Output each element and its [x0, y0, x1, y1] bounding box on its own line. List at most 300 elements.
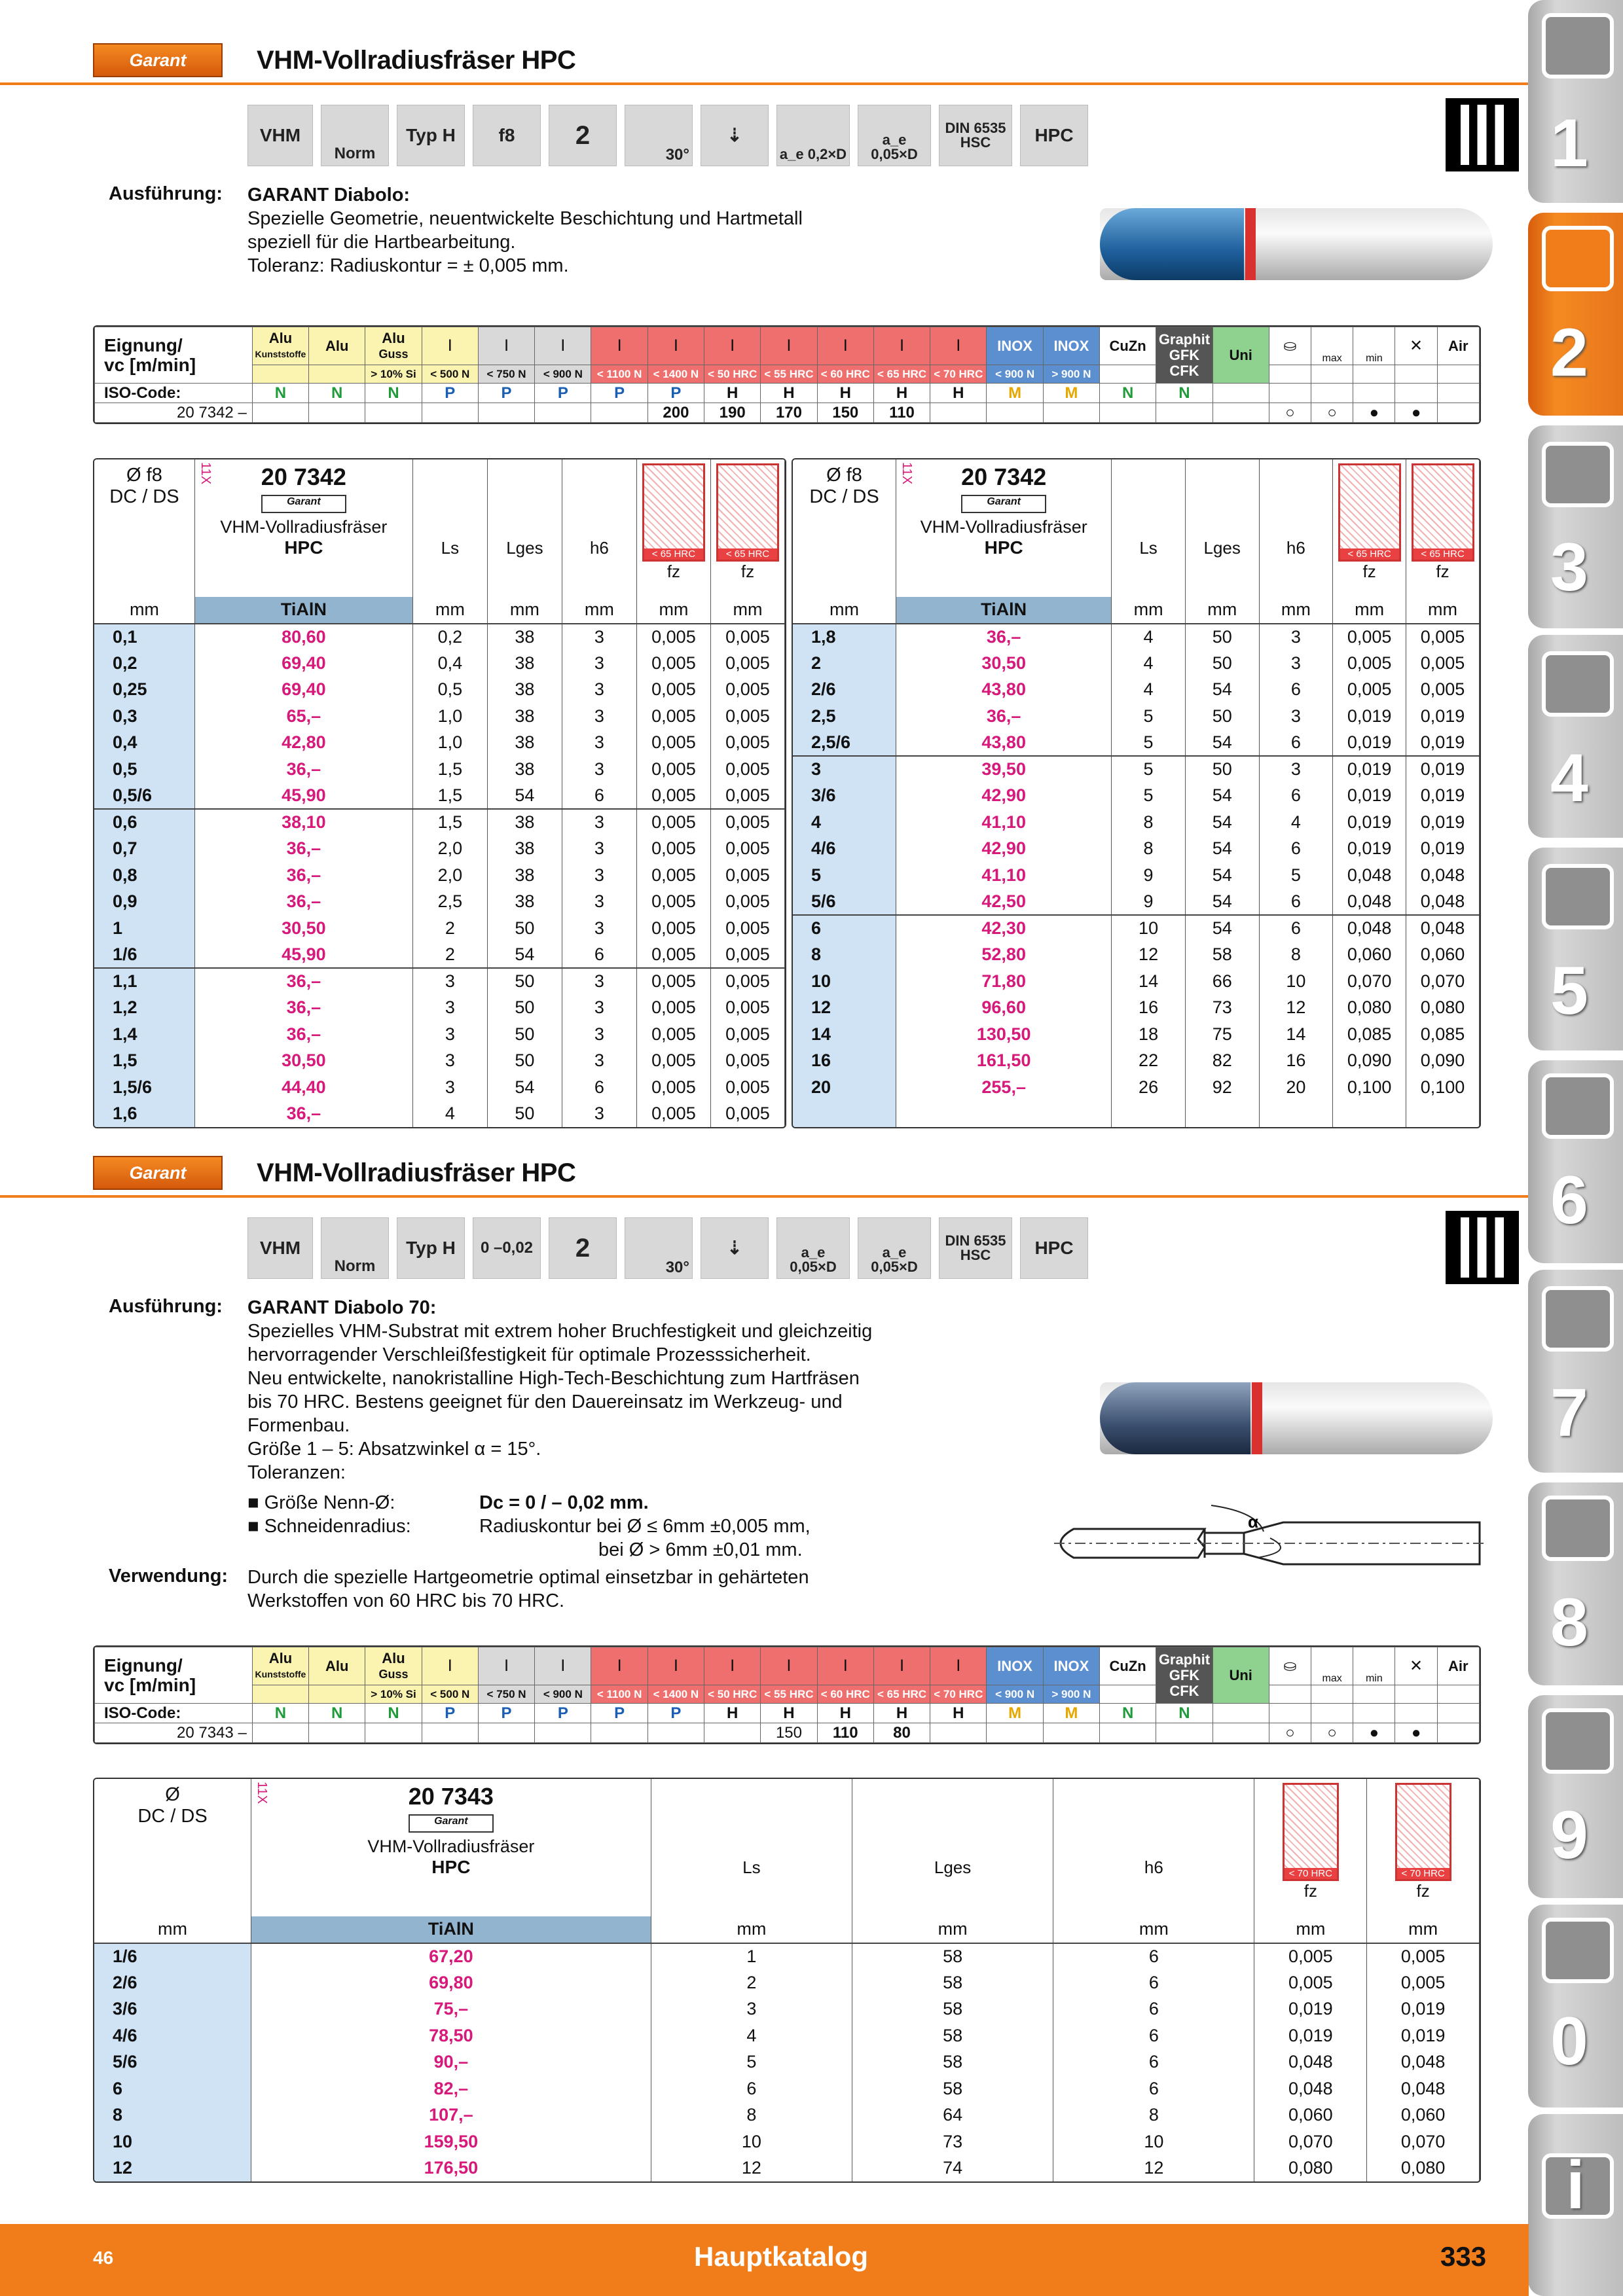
h-hpc: HPC: [284, 537, 323, 558]
fz-cell: [1333, 1101, 1406, 1128]
fz-cell: 0,005: [636, 730, 710, 757]
fz-cell: 0,005: [710, 995, 784, 1022]
fz-cell: 0,005: [636, 889, 710, 916]
table-row: [793, 1101, 1480, 1128]
dia-cell: 2,5: [793, 703, 896, 730]
iso-code: N: [365, 1704, 422, 1723]
price-cell: 43,80: [896, 730, 1112, 757]
h6-cell: 6: [1259, 783, 1333, 810]
suit-dot: ○: [1269, 1723, 1311, 1743]
ausf-line: GARANT Diabolo:: [247, 185, 410, 206]
ausf-line: Toleranz: Radiuskontur = ± 0,005 mm.: [247, 255, 569, 276]
logo-text: Garant: [129, 1162, 187, 1183]
steel-icon: Ⅰ: [873, 1647, 930, 1685]
iso-code: P: [591, 384, 647, 403]
coolant-max: max: [1311, 327, 1353, 365]
price-cell: 36,–: [194, 1021, 412, 1048]
h6-cell: 6: [1259, 836, 1333, 863]
ls-cell: 3: [651, 1996, 852, 2023]
ls-cell: 2,5: [412, 889, 487, 916]
fz-cell: 0,048: [1254, 2075, 1367, 2102]
price-cell: [896, 1101, 1112, 1128]
hrc-label: < 65 HRC: [1340, 548, 1399, 560]
ae-02-icon: a_e 0,2×D: [776, 105, 850, 166]
ausfuehrung-label: Ausführung:: [109, 183, 223, 204]
fz-cell: 0,019: [1406, 756, 1480, 783]
table-row: [793, 1048, 1480, 1075]
flutes-icon: 2: [549, 1217, 617, 1279]
lges-cell: 38: [487, 836, 562, 863]
cond: < 500 N: [422, 1685, 478, 1704]
suit-dot: ○: [1269, 403, 1311, 423]
mat-name: Graphit: [1158, 331, 1211, 348]
lges-cell: 58: [852, 1943, 1053, 1970]
iso-code: H: [930, 384, 987, 403]
ls-cell: 12: [651, 2155, 852, 2182]
safety-glasses-icon: [1542, 1918, 1614, 1983]
ls-cell: 2,0: [412, 862, 487, 889]
mat-cuzn: CuZn: [1100, 327, 1156, 365]
h6-cell: 6: [1053, 2049, 1254, 2076]
h-article: [194, 459, 412, 597]
cond: < 900 N: [535, 1685, 591, 1704]
ls-cell: 1,5: [412, 809, 487, 836]
mini-logo: Garant: [409, 1814, 494, 1833]
iso-code: N: [309, 384, 365, 403]
h-h6-text: h6: [1286, 538, 1305, 558]
mat-name: Graphit: [1158, 1651, 1211, 1668]
fz-cell: 0,070: [1406, 968, 1480, 995]
iso-code: H: [930, 1704, 987, 1723]
price-cell: 45,90: [194, 783, 412, 810]
cond: < 65 HRC: [873, 365, 930, 384]
helix-angle-icon: 30°: [625, 1217, 693, 1279]
h-lges: [487, 459, 562, 597]
fz-cell: 0,005: [710, 624, 784, 651]
price-cell: 36,–: [896, 624, 1112, 651]
h-fz2: [710, 459, 784, 597]
h6-cell: 16: [1259, 1048, 1333, 1075]
h6-cell: 8: [1259, 942, 1333, 969]
price-cell: 96,60: [896, 995, 1112, 1022]
lges-cell: 82: [1185, 1048, 1259, 1075]
iso-code: M: [987, 384, 1043, 403]
h6-cell: 3: [562, 968, 636, 995]
table-row: [94, 995, 785, 1022]
unit-mm: mm: [1254, 1916, 1367, 1943]
tool-drawing: [1048, 1492, 1493, 1584]
h6-cell: 3: [562, 995, 636, 1022]
h-h6: [1259, 459, 1333, 597]
h6-cell: 3: [562, 650, 636, 677]
fz-cell: 0,019: [1406, 809, 1480, 836]
tool-image: [1100, 208, 1493, 280]
fz-cell: 0,005: [636, 783, 710, 810]
tab-num: 0: [1550, 2003, 1588, 2079]
cond: > 900 N: [1043, 1685, 1099, 1704]
ausf-line: Größe 1 – 5: Absatzwinkel α = 15°.: [247, 1439, 541, 1460]
price-cell: 44,40: [194, 1074, 412, 1101]
steel-icon: Ⅰ: [817, 1647, 873, 1685]
iso-code: N: [1100, 1704, 1156, 1723]
h-lges: [852, 1779, 1053, 1916]
h-dia-text: Ø f8: [826, 465, 862, 486]
unit-mm: mm: [710, 597, 784, 624]
h-dia-text: Ø: [165, 1784, 180, 1805]
cond: < 70 HRC: [930, 1685, 987, 1704]
verwendung-text: [247, 1566, 1033, 1613]
tool-ring: [1245, 208, 1256, 280]
coolant-icon: ⛀: [1269, 1647, 1311, 1685]
fz-cell: 0,048: [1406, 862, 1480, 889]
ls-cell: 3: [412, 995, 487, 1022]
dia-cell: 1,1: [94, 968, 194, 995]
table-row: [793, 730, 1480, 757]
price-cell: 65,–: [194, 703, 412, 730]
lges-cell: 58: [852, 2075, 1053, 2102]
dia-cell: 1,4: [94, 1021, 194, 1048]
mat-alu: Alu: [309, 327, 365, 365]
ls-cell: 4: [1112, 624, 1186, 651]
lges-cell: 54: [1185, 783, 1259, 810]
h6-cell: 10: [1053, 2128, 1254, 2155]
dia-cell: 1,8: [793, 624, 896, 651]
h6-cell: [1259, 1101, 1333, 1128]
coolant-air: Air: [1437, 1647, 1479, 1685]
table-row: [793, 677, 1480, 704]
iso-code: N: [365, 384, 422, 403]
unit-mm: mm: [412, 597, 487, 624]
h6-cell: 3: [562, 1021, 636, 1048]
fz-cell: 0,005: [636, 624, 710, 651]
table-row: [793, 756, 1480, 783]
lges-cell: 38: [487, 756, 562, 783]
fz-cell: 0,019: [1406, 783, 1480, 810]
ausfuehrung-text: [247, 1296, 1099, 1484]
table-row: [793, 889, 1480, 916]
fz-cell: 0,005: [710, 1101, 784, 1128]
h-dia: [94, 1779, 251, 1916]
iso-code: H: [704, 384, 761, 403]
vhm-icon: VHM: [247, 1217, 313, 1279]
h-11x: 11X: [900, 462, 915, 485]
lges-cell: 73: [1185, 995, 1259, 1022]
dia-cell: 5/6: [94, 2049, 251, 2076]
fz-cell: 0,090: [1333, 1048, 1406, 1075]
price-cell: 159,50: [251, 2128, 651, 2155]
ls-cell: 8: [1112, 836, 1186, 863]
lges-cell: 92: [1185, 1074, 1259, 1101]
logo-text: Garant: [129, 50, 187, 70]
price-cell: 38,10: [194, 809, 412, 836]
lges-cell: 54: [1185, 730, 1259, 757]
cond: < 1100 N: [591, 1685, 647, 1704]
cond: > 10% Si: [365, 1685, 422, 1704]
fz-cell: 0,005: [1333, 624, 1406, 651]
dia-cell: 3/6: [94, 1996, 251, 2023]
tol1-value: Dc = 0 / – 0,02 mm.: [479, 1492, 649, 1513]
table-row: [793, 968, 1480, 995]
fz-cell: 0,048: [1406, 889, 1480, 916]
h6-cell: 20: [1259, 1074, 1333, 1101]
fz-cell: 0,005: [636, 650, 710, 677]
h6-cell: 4: [1259, 809, 1333, 836]
h6-cell: 3: [1259, 624, 1333, 651]
mat-name: Alu: [268, 1649, 293, 1666]
dia-cell: 4/6: [94, 2022, 251, 2049]
ls-cell: 16: [1112, 995, 1186, 1022]
ls-cell: 2: [412, 942, 487, 969]
table-row: [94, 703, 785, 730]
fz-cell: 0,048: [1367, 2049, 1480, 2076]
cond: < 900 N: [535, 365, 591, 384]
table-row: [94, 650, 785, 677]
suit-dot: ●: [1395, 1723, 1437, 1743]
h6-cell: 10: [1259, 968, 1333, 995]
h-lges: [1185, 459, 1259, 597]
fz-cell: 0,100: [1333, 1074, 1406, 1101]
tool-ring: [1252, 1382, 1262, 1454]
fz-cell: 0,005: [636, 1101, 710, 1128]
tab-num: 3: [1550, 529, 1588, 605]
center-cutting-icon: ⇣: [701, 105, 769, 166]
mat-sub: Guss: [378, 347, 409, 361]
hrc-label: < 70 HRC: [1285, 1868, 1337, 1879]
mat-sub: GFK: [1169, 1666, 1200, 1683]
price-cell: 36,–: [896, 703, 1112, 730]
fz-cell: 0,005: [636, 915, 710, 942]
lges-cell: 66: [1185, 968, 1259, 995]
fz-cell: 0,048: [1406, 915, 1480, 942]
price-cell: 130,50: [896, 1021, 1112, 1048]
unit-mm: mm: [94, 597, 194, 624]
dia-cell: [793, 1101, 896, 1128]
tab-num: 6: [1550, 1162, 1588, 1238]
cond: [309, 365, 365, 384]
vc-value: 170: [761, 403, 817, 423]
dia-cell: 14: [793, 1021, 896, 1048]
dia-cell: 2/6: [94, 1969, 251, 1996]
h-ls: [651, 1779, 852, 1916]
iso-code: M: [1043, 1704, 1099, 1723]
steel-icon: Ⅰ: [873, 327, 930, 365]
fz-cell: 0,019: [1254, 2022, 1367, 2049]
cond: [252, 365, 308, 384]
coolant-icon: ⛀: [1269, 327, 1311, 365]
h6-cell: 6: [562, 942, 636, 969]
steel-icon: Ⅰ: [422, 1647, 478, 1685]
vc-value: 80: [873, 1723, 930, 1743]
table-row: [94, 1996, 1480, 2023]
steel-icon: Ⅰ: [647, 1647, 704, 1685]
ls-cell: 5: [1112, 703, 1186, 730]
tools-icon: [1542, 1496, 1614, 1561]
vc-value: 110: [873, 403, 930, 423]
table-row: [94, 624, 785, 651]
cond: < 50 HRC: [704, 365, 761, 384]
h-ls-text: Ls: [441, 538, 460, 558]
price-cell: 30,50: [194, 915, 412, 942]
dia-cell: 0,9: [94, 889, 194, 916]
ls-cell: 2: [412, 915, 487, 942]
price-cell: 39,50: [896, 756, 1112, 783]
ls-cell: 22: [1112, 1048, 1186, 1075]
fz-cell: 0,019: [1367, 1996, 1480, 2023]
h-h6: [562, 459, 636, 597]
h-fz-text: fz: [740, 562, 755, 581]
price-cell: 69,40: [194, 677, 412, 704]
table-row: [94, 2102, 1480, 2129]
unit-mm: mm: [1185, 597, 1259, 624]
ausfuehrung-label: Ausführung:: [109, 1296, 223, 1317]
mat-name: Alu: [382, 1649, 405, 1666]
steel-icon: Ⅰ: [930, 1647, 987, 1685]
h6-cell: 6: [1053, 1996, 1254, 2023]
lges-cell: 38: [487, 703, 562, 730]
h-art-no: 20 7342: [261, 463, 346, 490]
footer-left: 46: [93, 2248, 114, 2268]
ausf-line: speziell für die Hartbearbeitung.: [247, 232, 516, 253]
fz-cell: 0,019: [1333, 730, 1406, 757]
fz-cell: 0,005: [636, 703, 710, 730]
table-row: [793, 650, 1480, 677]
lges-cell: 58: [852, 2022, 1053, 2049]
ausf-line: hervorragender Verschleißfestigkeit für optimale Prozesssicherheit.: [247, 1344, 811, 1365]
dia-cell: 0,5/6: [94, 783, 194, 810]
dia-cell: 0,6: [94, 809, 194, 836]
iso-code: P: [535, 1704, 591, 1723]
cond: > 900 N: [1043, 365, 1099, 384]
iso-code: P: [647, 1704, 704, 1723]
hpc-icon: HPC: [1020, 105, 1088, 166]
dia-cell: 12: [94, 2155, 251, 2182]
fz-cell: 0,005: [636, 942, 710, 969]
price-cell: 41,10: [896, 862, 1112, 889]
mat-graphit: [1156, 1647, 1213, 1704]
table-row: [793, 703, 1480, 730]
table-row: [94, 889, 785, 916]
h6-cell: 3: [562, 836, 636, 863]
lges-cell: 50: [487, 1048, 562, 1075]
fz-cell: 0,005: [1333, 677, 1406, 704]
cond: < 750 N: [478, 365, 534, 384]
dia-cell: 0,4: [94, 730, 194, 757]
steel-icon: Ⅰ: [704, 1647, 761, 1685]
cond: < 1400 N: [647, 1685, 704, 1704]
price-cell: 71,80: [896, 968, 1112, 995]
din-hsc-icon: DIN 6535 HSC: [939, 1217, 1012, 1279]
mat-graphit: [1156, 327, 1213, 384]
fz-cell: 0,005: [710, 650, 784, 677]
h-fz1: [636, 459, 710, 597]
cabinet-icon: [1542, 1708, 1614, 1774]
table-row: [94, 2128, 1480, 2155]
iso-label: ISO-Code:: [95, 1704, 253, 1723]
garant-logo: [93, 43, 223, 77]
tool-head: [1100, 1382, 1250, 1454]
table-row: [793, 862, 1480, 889]
lges-cell: 38: [487, 677, 562, 704]
price-cell: 67,20: [251, 1943, 651, 1970]
price-cell: 43,80: [896, 677, 1112, 704]
lges-cell: 58: [1185, 942, 1259, 969]
h-11x: 11X: [254, 1782, 269, 1804]
fz-cell: 0,048: [1333, 915, 1406, 942]
fz-cell: 0,070: [1333, 968, 1406, 995]
dia-cell: 5: [793, 862, 896, 889]
ls-cell: 2,0: [412, 836, 487, 863]
table-row: [94, 1969, 1480, 1996]
mat-alu: Alu: [309, 1647, 365, 1685]
lges-cell: 58: [852, 1996, 1053, 2023]
iso-label: ISO-Code:: [95, 384, 253, 403]
h6-cell: 3: [562, 1048, 636, 1075]
fz-cell: 0,060: [1367, 2102, 1480, 2129]
suitability-table: [93, 325, 1481, 424]
dia-cell: 6: [94, 2075, 251, 2102]
ls-cell: 4: [1112, 650, 1186, 677]
price-cell: 82,–: [251, 2075, 651, 2102]
unit-mm: mm: [793, 597, 896, 624]
fz-cell: 0,019: [1333, 703, 1406, 730]
unit-tiain: TiAlN: [194, 597, 412, 624]
iso-code: H: [761, 384, 817, 403]
dia-cell: 1/6: [94, 942, 194, 969]
label-eignung: Eignung/: [104, 334, 183, 355]
h-name: VHM-Vollradiusfräser: [920, 517, 1087, 537]
iso-code: M: [1043, 384, 1099, 403]
section-rule: [0, 82, 1529, 85]
iso-code: H: [873, 384, 930, 403]
section-title: VHM-Vollradiusfräser HPC: [257, 46, 576, 75]
fz-cell: 0,019: [1254, 1996, 1367, 2023]
qr-code[interactable]: [1446, 98, 1519, 171]
h-h6-text: h6: [1144, 1857, 1163, 1877]
fz-cell: 0,100: [1406, 1074, 1480, 1101]
ls-cell: 5: [1112, 756, 1186, 783]
article-ref: 20 7342 –: [95, 403, 253, 423]
fz-cell: 0,005: [710, 862, 784, 889]
vhm-icon: VHM: [247, 105, 313, 166]
price-cell: 36,–: [194, 995, 412, 1022]
iso-code: N: [252, 1704, 308, 1723]
table-row: [94, 2022, 1480, 2049]
qr-code[interactable]: [1446, 1211, 1519, 1284]
fz-cell: 0,019: [1406, 703, 1480, 730]
fz-cell: 0,019: [1333, 809, 1406, 836]
fz-cell: 0,060: [1406, 942, 1480, 969]
price-cell: 69,40: [194, 650, 412, 677]
lges-cell: 50: [1185, 650, 1259, 677]
unit-mm: mm: [1259, 597, 1333, 624]
price-cell: 36,–: [194, 862, 412, 889]
mat-sub: Kunststoffe: [255, 348, 306, 359]
steel-icon: Ⅰ: [535, 327, 591, 365]
iso-code: N: [1156, 1704, 1213, 1723]
iso-code: P: [422, 384, 478, 403]
table-row: [793, 1021, 1480, 1048]
h6-cell: 12: [1053, 2155, 1254, 2182]
cond: < 900 N: [987, 1685, 1043, 1704]
fz-cell: 0,005: [710, 942, 784, 969]
ausf-line: Formenbau.: [247, 1415, 350, 1436]
fz-cell: 0,019: [1406, 730, 1480, 757]
table-row: [94, 2075, 1480, 2102]
coolant-min: min: [1353, 327, 1395, 365]
ls-cell: 5: [1112, 730, 1186, 757]
steel-icon: Ⅰ: [761, 1647, 817, 1685]
unit-tiain: TiAlN: [896, 597, 1112, 624]
